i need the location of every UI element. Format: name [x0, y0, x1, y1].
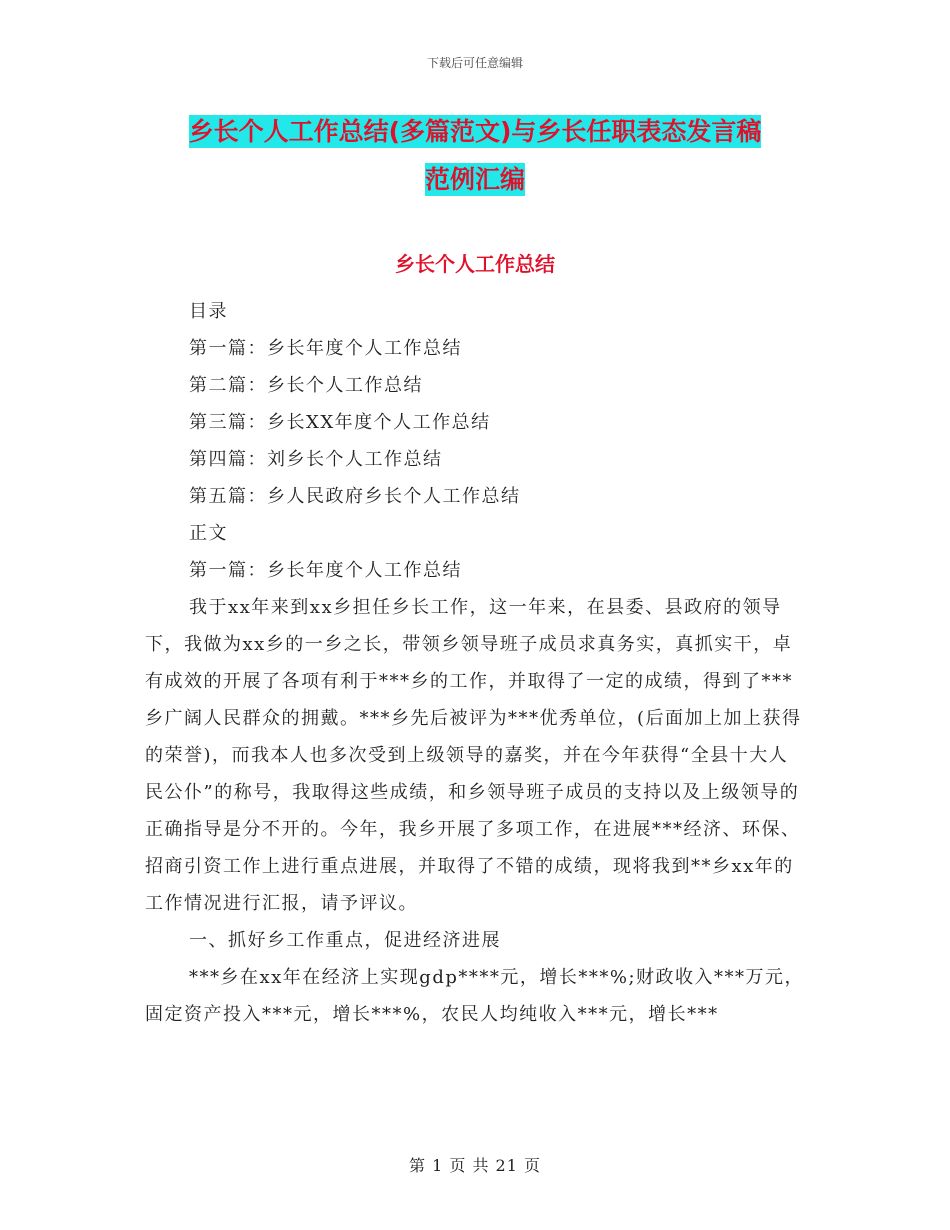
- toc-heading: 目录: [189, 301, 228, 322]
- toc-item: 第四篇：刘乡长个人工作总结: [189, 449, 443, 470]
- body-heading: 正文: [189, 523, 228, 544]
- toc-item: 第一篇：乡长年度个人工作总结: [189, 338, 462, 359]
- document-title-line-1: 乡长个人工作总结(多篇范文)与乡长任职表态发言稿: [188, 117, 762, 146]
- document-title: [150, 108, 800, 204]
- toc-item: 第三篇：乡长XX年度个人工作总结: [189, 412, 491, 433]
- document-body: [145, 293, 805, 1033]
- body-paragraph: 我于xx年来到xx乡担任乡长工作，这一年来，在县委、县政府的领导下，我做为xx乡的一乡之长，带领乡领导班子成员求真务实，真抓实干，卓有成效的开展了各项有利于***乡的工作，并取得了一定的成绩，得到了***乡广阔人民群众的拥戴。***乡先后被评为***优秀单位，(后面加上加上获得的荣誉)，而我本人也多次受到上级领导的嘉奖，并在今年获得“全县十大人民公仆”的称号，我取得这些成绩，和乡领导班子成员的支持以及上级领导的正确指导是分不开的。今年，我乡开展了多项工作，在进展***经济、环保、招商引资工作上进行重点进展，并取得了不错的成绩，现将我到**乡xx年的工作情况进行汇报，请予评议。: [145, 597, 802, 914]
- section-heading: 乡长个人工作总结: [395, 252, 555, 276]
- page-number: 第 1 页 共 21 页: [409, 1156, 541, 1175]
- body-paragraph: ***乡在xx年在经济上实现gdp****元，增长***%;财政收入***万元，固定资产投入***元，增长***%，农民人均纯收入***元，增长***: [145, 967, 805, 1025]
- document-title-line-2: 范例汇编: [424, 165, 525, 194]
- article-title: 第一篇：乡长年度个人工作总结: [189, 560, 462, 581]
- subsection-heading: 一、抓好乡工作重点，促进经济进展: [189, 930, 501, 951]
- toc-item: 第五篇：乡人民政府乡长个人工作总结: [189, 486, 521, 507]
- toc-item: 第二篇：乡长个人工作总结: [189, 375, 423, 396]
- header-note: 下载后可任意编辑: [426, 56, 523, 70]
